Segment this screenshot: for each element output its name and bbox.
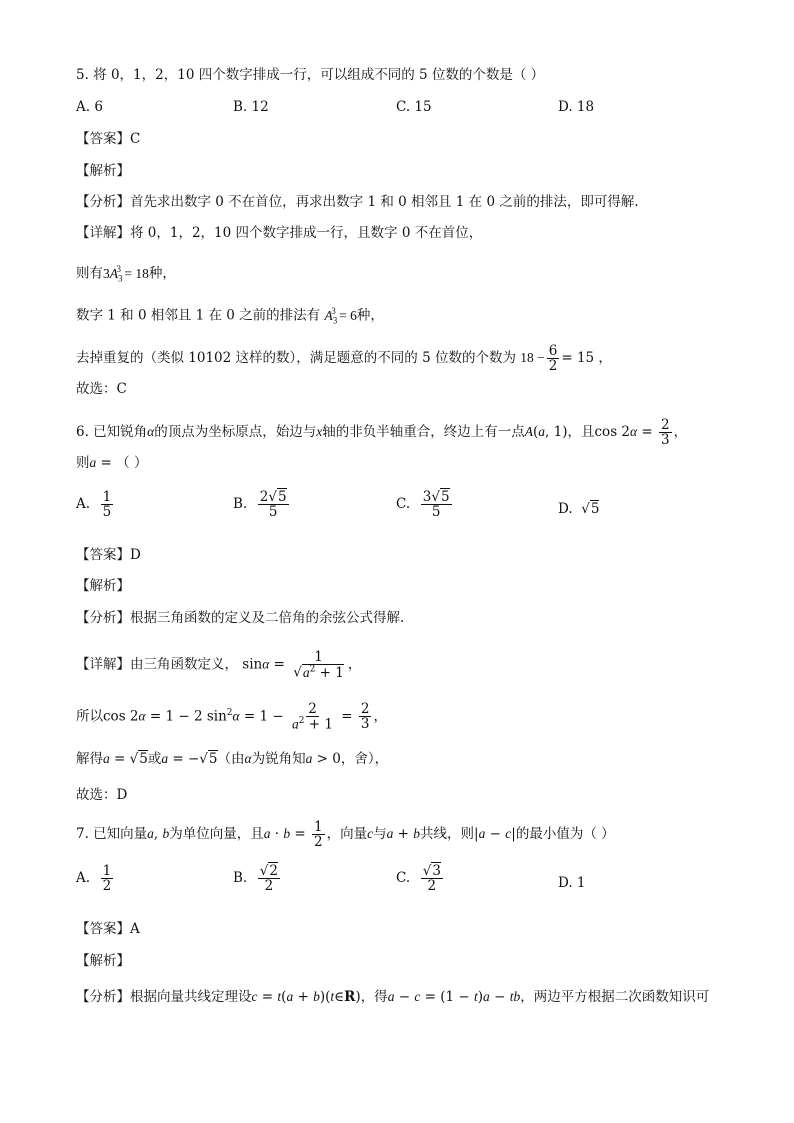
q6-option-d: D. √5 <box>558 501 600 517</box>
q5-answer: 【答案】C <box>76 131 141 147</box>
q7-stem: 7. 已知向量a, b为单位向量，且a · b = $\frac{1}{2}$ ，向量c与a + b共线，则|a − c|的最小值为（ ） <box>76 819 615 851</box>
q6-solve: 解得a = √5或a = −√5（由α为锐角知a > 0，舍）， <box>76 751 389 767</box>
q5-option-a: A. 6 <box>76 99 103 115</box>
q5-step2: 数字 1 和 0 相邻且 1 在 0 之前的排法有 $A_3^3 = 6$种， <box>76 306 384 326</box>
q5-option-b: B. 12 <box>233 99 269 115</box>
q7-analysis-title: 【解析】 <box>76 953 130 969</box>
q7-option-d: D. 1 <box>558 875 586 891</box>
q5-detail: 【详解】将 0，1，2，10 四个数字排成一行，且数字 0 不在首位， <box>76 225 483 241</box>
q7-option-b: B. $\frac{√2}{2}$ <box>233 863 278 895</box>
q6-detail: 【详解】由三角函数定义， sinα = $\frac{1}{√a^2 + 1}$ ， <box>76 649 362 681</box>
q5-step3: 去掉重复的（类似 10102 这样的数），满足题意的不同的 5 位数的个数为 18 − $\frac{6}{2}$ = 15 ， <box>76 343 612 375</box>
q5-step1: 则有$3A_3^3 = 18$种， <box>76 264 176 284</box>
q7-option-a: A. $\frac{1}{2}$ <box>76 863 112 895</box>
q6-step-cos: 所以cos 2α = 1 − 2 $\sin^2\alpha = 1$ − $\frac{2}{a^2 + 1}$ = $\frac{2}{3}$ ， <box>76 701 387 733</box>
q6-option-b: B. $\frac{2√5}{5}$ <box>233 489 287 521</box>
q6-option-a: A. $\frac{1}{5}$ <box>76 489 112 521</box>
q7-answer: 【答案】A <box>76 921 140 937</box>
q7-analysis: 【分析】根据向量共线定理设c = t(a + b)(t∈R)，得a − c = (1 − t)a − tb，两边平方根据二次函数知识可 <box>76 989 710 1005</box>
q6-stem: 6. 已知锐角α的顶点为坐标原点，始边与x轴的非负半轴重合，终边上有一点A(a, 1)，且cos 2α = $\frac{2}{3}$ ， <box>76 417 688 449</box>
q6-choose: 故选：D <box>76 787 128 803</box>
q6-ask: 则a = （ ） <box>76 455 148 471</box>
q6-answer: 【答案】D <box>76 547 141 563</box>
q6-analysis: 【分析】根据三角函数的定义及二倍角的余弦公式得解. <box>76 610 405 626</box>
q5-option-d: D. 18 <box>558 99 595 115</box>
q5-analysis-title: 【解析】 <box>76 163 130 179</box>
q6-analysis-title: 【解析】 <box>76 578 130 594</box>
q6-option-c: C. $\frac{3√5}{5}$ <box>396 489 450 521</box>
q7-option-c: C. $\frac{√3}{2}$ <box>396 863 441 895</box>
q5-stem: 5. 将 0，1，2，10 四个数字排成一行，可以组成不同的 5 位数的个数是（ ） <box>76 67 545 83</box>
q5-choose: 故选：C <box>76 381 127 397</box>
q5-analysis: 【分析】首先求出数字 0 不在首位，再求出数字 1 和 0 相邻且 1 在 0 之前的排法，即可得解. <box>76 194 639 210</box>
q5-option-c: C. 15 <box>396 99 432 115</box>
